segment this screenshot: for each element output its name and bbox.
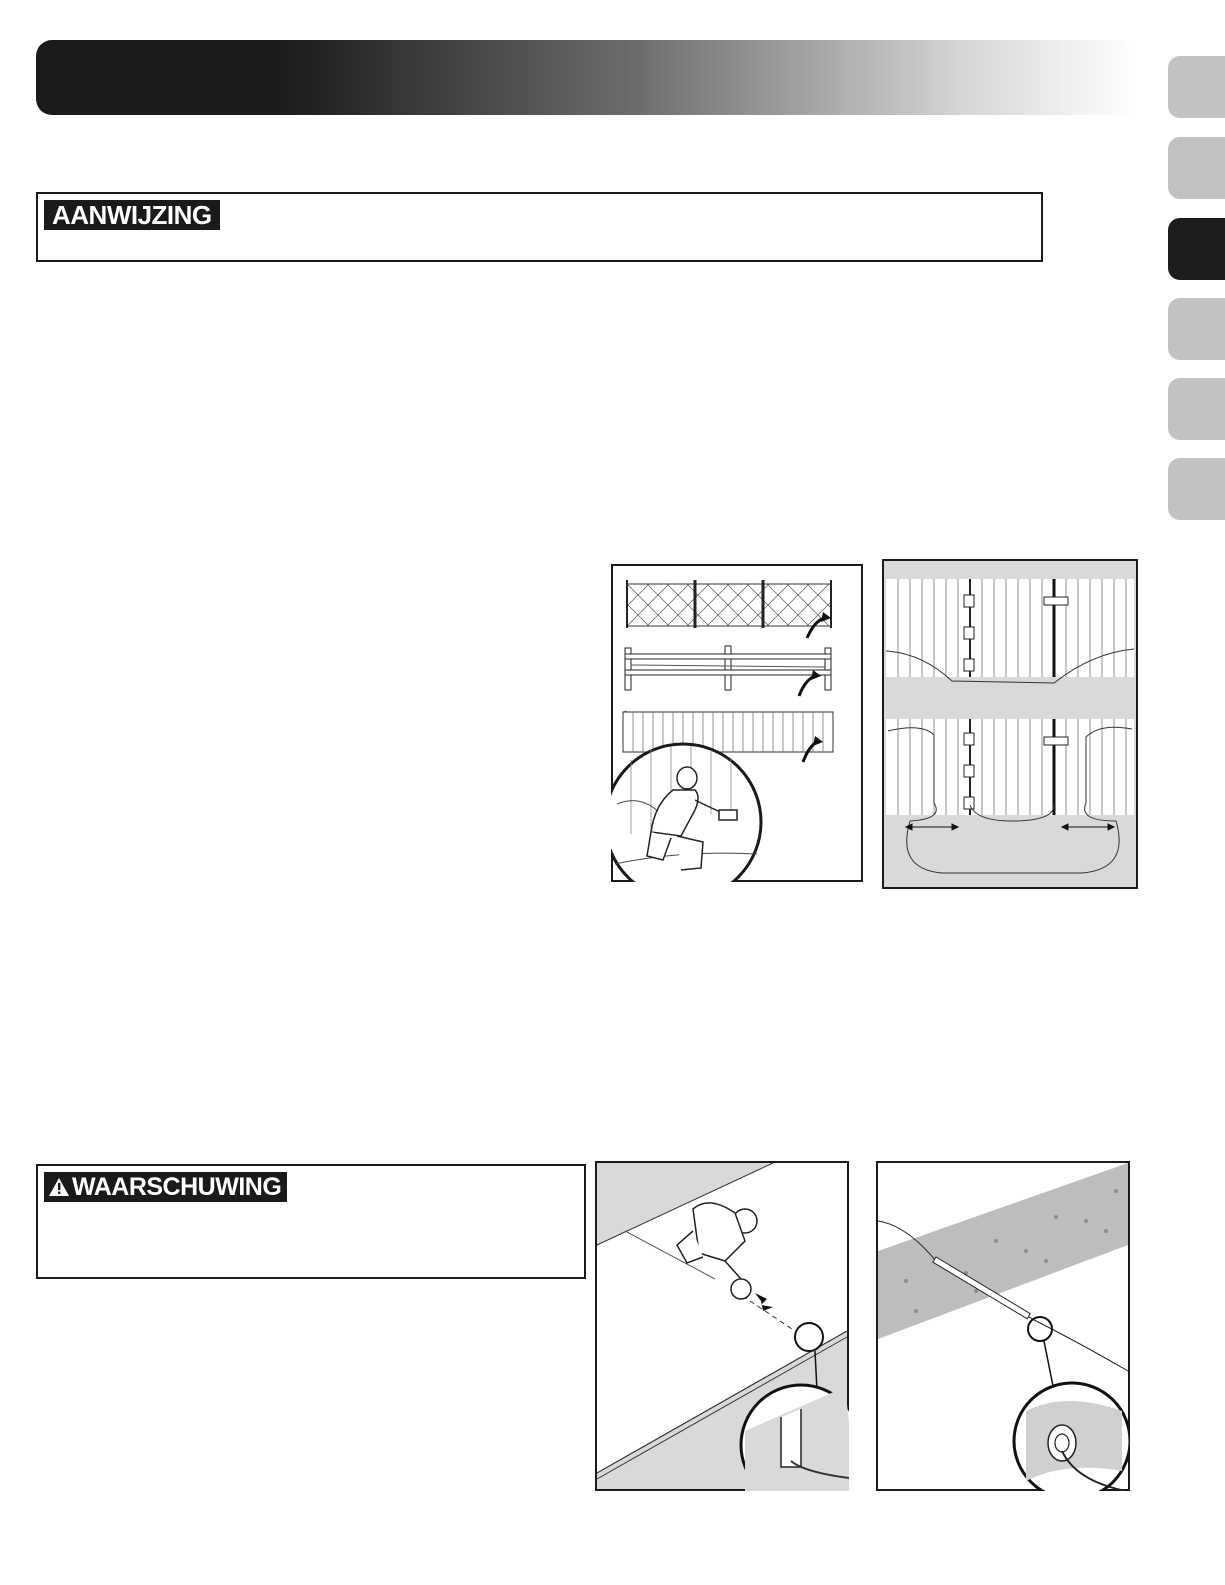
warning-label-tag: [44, 1172, 287, 1202]
notice-label: AANWIJZING: [44, 200, 220, 230]
side-tab-6[interactable]: [1168, 458, 1225, 520]
fence-wire-layout-illustration: [882, 559, 1138, 889]
section-header-bar: [36, 40, 1136, 115]
warning-triangle-icon: [48, 1177, 70, 1197]
fence-types-illustration: [611, 564, 863, 882]
notice-box: [36, 192, 1043, 262]
side-tab-2[interactable]: [1168, 137, 1225, 199]
cutting-trench-illustration: [595, 1161, 849, 1491]
warning-label: WAARSCHUWING: [72, 1173, 282, 1201]
side-tab-4[interactable]: [1168, 298, 1225, 360]
wire-in-conduit-illustration: [876, 1161, 1130, 1491]
conduit-detail-inset: [1014, 1383, 1130, 1491]
side-tab-1[interactable]: [1168, 56, 1225, 118]
warning-box: [36, 1164, 586, 1279]
side-tab-5[interactable]: [1168, 378, 1225, 440]
fence-layout-top: [886, 579, 1134, 717]
side-tab-3-active[interactable]: [1168, 218, 1225, 280]
